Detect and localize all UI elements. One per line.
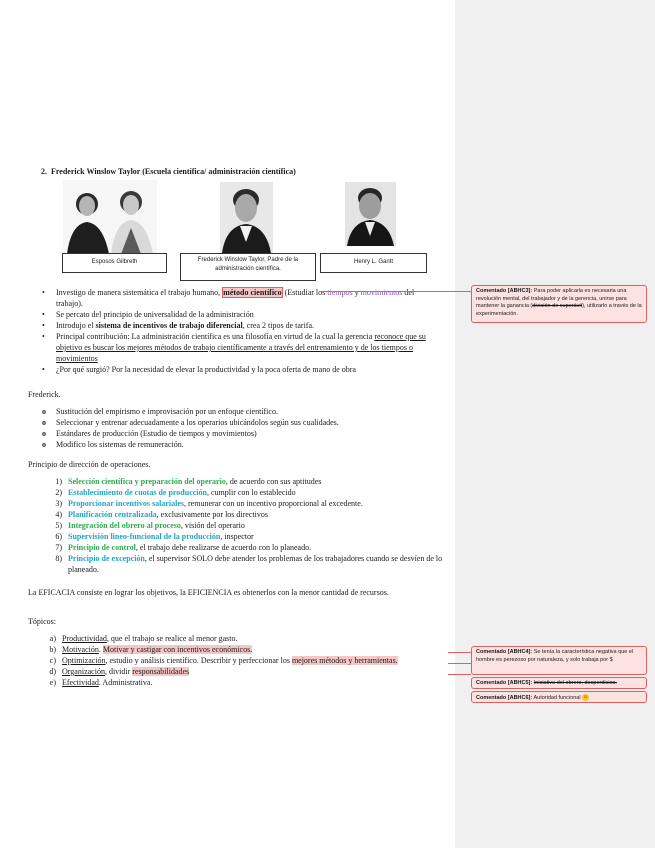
principle-item: 6) Supervisión lineo-funcional de la producción, inspector	[55, 532, 254, 541]
gantt-photo	[345, 182, 396, 246]
topic-item: d) Organización, dividir responsabilidades	[49, 667, 190, 676]
topic-item: c) Optimización, estudio y análisis científico. Describir y perfeccionar los mejores métodos y herramientas.	[49, 656, 398, 665]
principle-item: 1) Selección científica y preparación del operario, de acuerdo con sus aptitudes	[55, 477, 322, 486]
principio-label: Principio de dirección de operaciones.	[28, 460, 151, 469]
list-item: o Seleccionar y entrenar adecuadamente a los operarios ubicándolos según sus cualidades.	[40, 417, 440, 428]
comment-abhc5[interactable]: Comentado [ABHC5]: Iniciativa del obrero, desperdicios.	[471, 677, 647, 689]
frederick-label: Frederick.	[28, 390, 61, 399]
section-heading	[41, 167, 296, 176]
principle-item: 7) Principio de control, el trabajo debe realizarse de acuerdo con lo planeado.	[55, 543, 312, 552]
principle-item: 5) Integración del obrero al proceso, visión del operario	[55, 521, 245, 530]
taylor-caption: Frederick Winslow Taylor, Padre de la administración científica.	[180, 253, 316, 281]
gilbreth-photo	[63, 180, 157, 254]
taylor-bullet-list	[40, 287, 440, 375]
comment-anchor-abhc5[interactable]: mejores métodos y herramientas.	[291, 656, 398, 665]
topics-list	[34, 633, 454, 688]
principle-item: 8) Principio de excepción, el supervisor SOLO debe atender los problemas de los trabajadores cuando se desvíen de lo planeado.	[55, 554, 443, 574]
eficacia-paragraph: La EFICACIA consiste en lograr los objetivos, la EFICIENCIA es obtenerlos con la menor cantidad de recursos.	[28, 588, 389, 597]
comment-connector	[448, 652, 471, 653]
principle-item: 3) Proporcionar incentivos salariales, remunerar con un incentivo proporcional al excedente.	[55, 499, 363, 508]
list-item: o Modifico los sistemas de remuneración.	[40, 439, 440, 450]
list-item: o Estándares de producción (Estudio de tiempos y movimientos)	[40, 428, 440, 439]
principle-item: 4) Planificación centralizada, exclusivamente por los directivos	[55, 510, 268, 519]
comment-abhc3[interactable]: Comentado [ABHC3]: Para poder aplicarla es necesaria una revolución mental, del trabajador y de la gerencia, unirse para mantener la ganancia (división de superávit), utilizarlo a través de la experimentación.	[471, 285, 647, 323]
bullet-item: • ¿Por qué surgió? Por la necesidad de elevar la productividad y la poca oferta de mano de obra	[40, 364, 440, 375]
principle-item: 2) Establecimiento de cuotas de producción, cumplir con lo establecido	[55, 488, 296, 497]
comments-pane	[455, 0, 655, 848]
comment-connector	[448, 674, 471, 675]
topic-item: a) Productividad, que el trabajo se realice al menor gasto.	[49, 634, 238, 643]
comment-anchor-abhc6[interactable]: responsabilidades	[132, 667, 190, 676]
topic-item: b) Motivación. Motivar y castigar con incentivos económicos.	[49, 645, 253, 654]
gilbreth-caption: Esposos Gilbreth	[62, 253, 167, 273]
taylor-photo	[220, 182, 273, 253]
bullet-item: • Principal contribución: La administración científica es una filosofía en virtud de la cual la gerencia reconoce que su objetivo es buscar los mejores métodos de trabajo científicamente a través del entrenamiento y de los tiempos o movimientos	[40, 331, 440, 364]
principles-list	[40, 476, 450, 575]
comment-anchor-abhc3[interactable]: método científico	[223, 288, 282, 297]
smile-emoji-icon: ☺	[583, 694, 589, 700]
bullet-item: • Se percato del principio de universalidad de la administración	[40, 309, 440, 320]
bullet-item: • Investigo de manera sistemática el trabajo humano, método científico (Estudiar los tiempos y movimientos del trabajo).	[40, 287, 440, 309]
heading-text: Frederick Winslow Taylor (Escuela científica/ administración científica)	[51, 167, 296, 176]
comment-connector	[321, 291, 471, 292]
topicos-label: Tópicos:	[28, 617, 56, 626]
comment-anchor-abhc4[interactable]: Motivar y castigar con incentivos económicos.	[102, 645, 253, 654]
comment-connector	[448, 663, 471, 664]
comment-abhc4[interactable]: Comentado [ABHC4]: Se tenía la característica negativa que el hombre es perezoso por naturaleza, y solo trabaja por $	[471, 646, 647, 675]
heading-number: 2.	[41, 167, 47, 176]
bullet-item: • Introdujo el sistema de incentivos de trabajo diferencial, crea 2 tipos de tarifa.	[40, 320, 440, 331]
gantt-caption: Henry L. Gantt	[320, 253, 427, 273]
comment-abhc6[interactable]: Comentado [ABHC6]: Autoridad funcional ☺	[471, 691, 647, 703]
frederick-circle-list	[40, 406, 440, 450]
list-item: o Sustitución del empirismo e improvisación por un enfoque científico.	[40, 406, 440, 417]
topic-item: e) Efectividad. Administrativa.	[49, 678, 153, 687]
